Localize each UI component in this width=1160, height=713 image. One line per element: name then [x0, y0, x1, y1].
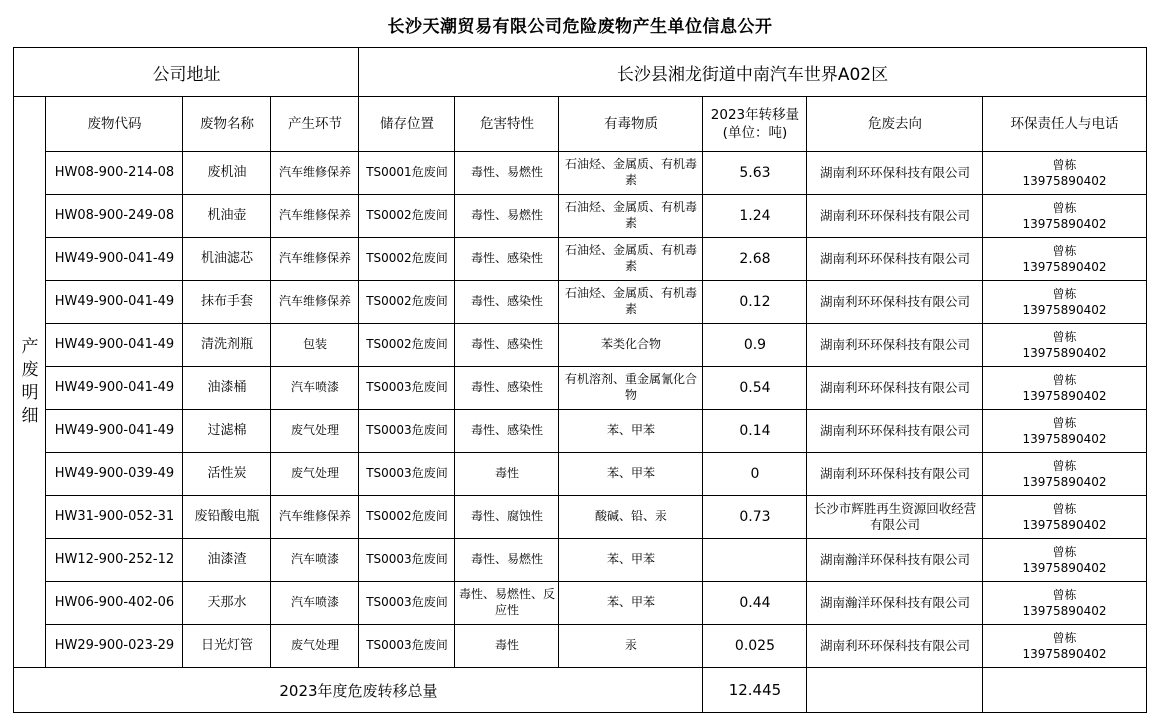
- person-phone: 13975890402: [1022, 303, 1107, 317]
- cell-toxic-substance: 苯、甲苯: [559, 582, 703, 625]
- header-responsible-person: 环保责任人与电话: [983, 97, 1146, 152]
- person-name: 曾栋: [1052, 415, 1077, 430]
- cell-responsible-person: [983, 539, 1146, 582]
- cell-storage-location: TS0002危废间: [359, 324, 455, 367]
- cell-responsible-person: [983, 496, 1146, 539]
- side-label-waste-detail: [14, 97, 46, 668]
- cell-waste-name: 机油壶: [183, 195, 271, 238]
- cell-waste-code: HW49-900-041-49: [46, 324, 183, 367]
- cell-transfer-amount: 5.63: [703, 152, 807, 195]
- cell-stage: 汽车喷漆: [271, 539, 359, 582]
- table-row: [14, 410, 1146, 453]
- cell-waste-name: 活性炭: [183, 453, 271, 496]
- header-transfer-amount-line1: 2023年转移量: [710, 106, 800, 123]
- cell-waste-name: 抹布手套: [183, 281, 271, 324]
- cell-responsible-person: [983, 453, 1146, 496]
- table-row: [14, 582, 1146, 625]
- cell-destination: 湖南利环环保科技有限公司: [807, 152, 983, 195]
- address-label: 公司地址: [14, 48, 359, 97]
- header-toxic-substance: 有毒物质: [559, 97, 703, 152]
- person-name: 曾栋: [1052, 501, 1077, 516]
- cell-transfer-amount: 0.14: [703, 410, 807, 453]
- cell-waste-name: 废机油: [183, 152, 271, 195]
- person-phone: 13975890402: [1022, 518, 1107, 532]
- cell-waste-code: HW08-900-214-08: [46, 152, 183, 195]
- table-row: [14, 367, 1146, 410]
- cell-toxic-substance: 石油烃、金属质、有机毒素: [559, 195, 703, 238]
- cell-destination: 长沙市辉胜再生资源回收经营有限公司: [807, 496, 983, 539]
- cell-stage: 汽车维修保养: [271, 496, 359, 539]
- cell-toxic-substance: 酸碱、铅、汞: [559, 496, 703, 539]
- cell-transfer-amount: 0.44: [703, 582, 807, 625]
- cell-hazard: 毒性、易燃性: [455, 152, 559, 195]
- person-phone: 13975890402: [1022, 604, 1107, 618]
- cell-hazard: 毒性: [455, 625, 559, 668]
- cell-waste-code: HW49-900-041-49: [46, 238, 183, 281]
- cell-responsible-person: [983, 582, 1146, 625]
- cell-toxic-substance: 石油烃、金属质、有机毒素: [559, 152, 703, 195]
- table-row: [14, 496, 1146, 539]
- cell-hazard: 毒性、感染性: [455, 281, 559, 324]
- cell-stage: 废气处理: [271, 625, 359, 668]
- cell-hazard: 毒性、感染性: [455, 410, 559, 453]
- waste-disclosure-table: [13, 47, 1146, 713]
- person-phone: 13975890402: [1022, 475, 1107, 489]
- cell-responsible-person: [983, 281, 1146, 324]
- table-row: [14, 281, 1146, 324]
- cell-storage-location: TS0003危废间: [359, 582, 455, 625]
- cell-waste-code: HW49-900-041-49: [46, 410, 183, 453]
- person-name: 曾栋: [1052, 544, 1077, 559]
- cell-destination: 湖南利环环保科技有限公司: [807, 238, 983, 281]
- cell-storage-location: TS0002危废间: [359, 238, 455, 281]
- cell-toxic-substance: 苯、甲苯: [559, 539, 703, 582]
- header-transfer-amount-line2: (单位：吨): [722, 125, 788, 141]
- cell-destination: 湖南利环环保科技有限公司: [807, 625, 983, 668]
- cell-responsible-person: [983, 324, 1146, 367]
- cell-toxic-substance: 苯、甲苯: [559, 453, 703, 496]
- address-value: 长沙县湘龙街道中南汽车世界A02区: [359, 48, 1146, 97]
- cell-hazard: 毒性: [455, 453, 559, 496]
- cell-waste-code: HW49-900-041-49: [46, 281, 183, 324]
- cell-waste-code: HW49-900-041-49: [46, 367, 183, 410]
- cell-hazard: 毒性、感染性: [455, 324, 559, 367]
- cell-responsible-person: [983, 410, 1146, 453]
- person-name: 曾栋: [1052, 200, 1077, 215]
- cell-transfer-amount: [703, 539, 807, 582]
- header-storage-location: 储存位置: [359, 97, 455, 152]
- total-filler-destination: [807, 668, 983, 713]
- table-row: [14, 625, 1146, 668]
- cell-waste-name: 日光灯管: [183, 625, 271, 668]
- table-row: [14, 539, 1146, 582]
- total-label: 2023年度危废转移总量: [14, 668, 703, 713]
- cell-responsible-person: [983, 367, 1146, 410]
- header-waste-code: 废物代码: [46, 97, 183, 152]
- table-row: [14, 324, 1146, 367]
- total-value: 12.445: [703, 668, 807, 713]
- side-label-char-4: 细: [21, 405, 39, 426]
- table-row: [14, 453, 1146, 496]
- cell-hazard: 毒性、感染性: [455, 367, 559, 410]
- cell-destination: 湖南利环环保科技有限公司: [807, 281, 983, 324]
- person-name: 曾栋: [1052, 329, 1077, 344]
- cell-destination: 湖南利环环保科技有限公司: [807, 410, 983, 453]
- cell-storage-location: TS0003危废间: [359, 410, 455, 453]
- cell-transfer-amount: 0.9: [703, 324, 807, 367]
- column-header-row: [14, 97, 1146, 152]
- header-destination: 危废去向: [807, 97, 983, 152]
- header-waste-name: 废物名称: [183, 97, 271, 152]
- cell-waste-code: HW31-900-052-31: [46, 496, 183, 539]
- person-name: 曾栋: [1052, 286, 1077, 301]
- address-row: [14, 48, 1146, 97]
- cell-storage-location: TS0002危废间: [359, 195, 455, 238]
- cell-storage-location: TS0002危废间: [359, 281, 455, 324]
- cell-stage: 废气处理: [271, 453, 359, 496]
- person-name: 曾栋: [1052, 458, 1077, 473]
- cell-responsible-person: [983, 625, 1146, 668]
- cell-hazard: 毒性、易燃性: [455, 195, 559, 238]
- table-row: [14, 195, 1146, 238]
- cell-transfer-amount: 0.025: [703, 625, 807, 668]
- cell-storage-location: TS0003危废间: [359, 453, 455, 496]
- person-phone: 13975890402: [1022, 389, 1107, 403]
- cell-waste-code: HW12-900-252-12: [46, 539, 183, 582]
- cell-stage: 汽车维修保养: [271, 281, 359, 324]
- cell-transfer-amount: 2.68: [703, 238, 807, 281]
- cell-destination: 湖南瀚洋环保科技有限公司: [807, 539, 983, 582]
- cell-toxic-substance: 汞: [559, 625, 703, 668]
- cell-stage: 废气处理: [271, 410, 359, 453]
- cell-storage-location: TS0002危废间: [359, 496, 455, 539]
- cell-destination: 湖南利环环保科技有限公司: [807, 367, 983, 410]
- cell-waste-name: 油漆桶: [183, 367, 271, 410]
- cell-storage-location: TS0003危废间: [359, 539, 455, 582]
- cell-hazard: 毒性、易燃性、反应性: [455, 582, 559, 625]
- cell-destination: 湖南利环环保科技有限公司: [807, 453, 983, 496]
- cell-transfer-amount: 0.12: [703, 281, 807, 324]
- header-hazard: 危害特性: [455, 97, 559, 152]
- page-title: 长沙天潮贸易有限公司危险废物产生单位信息公开: [387, 17, 773, 37]
- person-phone: 13975890402: [1022, 346, 1107, 360]
- cell-destination: 湖南利环环保科技有限公司: [807, 195, 983, 238]
- person-phone: 13975890402: [1022, 647, 1107, 661]
- person-phone: 13975890402: [1022, 217, 1107, 231]
- cell-waste-name: 机油滤芯: [183, 238, 271, 281]
- cell-hazard: 毒性、腐蚀性: [455, 496, 559, 539]
- cell-storage-location: TS0003危废间: [359, 625, 455, 668]
- person-phone: 13975890402: [1022, 174, 1107, 188]
- cell-responsible-person: [983, 238, 1146, 281]
- cell-stage: 汽车喷漆: [271, 367, 359, 410]
- cell-toxic-substance: 石油烃、金属质、有机毒素: [559, 281, 703, 324]
- cell-transfer-amount: 0: [703, 453, 807, 496]
- side-label-char-2: 废: [21, 360, 39, 381]
- person-phone: 13975890402: [1022, 432, 1107, 446]
- cell-hazard: 毒性、感染性: [455, 238, 559, 281]
- cell-toxic-substance: 苯类化合物: [559, 324, 703, 367]
- cell-waste-name: 油漆渣: [183, 539, 271, 582]
- cell-transfer-amount: 1.24: [703, 195, 807, 238]
- header-stage: 产生环节: [271, 97, 359, 152]
- cell-toxic-substance: 苯、甲苯: [559, 410, 703, 453]
- cell-stage: 汽车维修保养: [271, 238, 359, 281]
- cell-toxic-substance: 有机溶剂、重金属氰化合物: [559, 367, 703, 410]
- header-transfer-amount: [703, 97, 807, 152]
- cell-hazard: 毒性、易燃性: [455, 539, 559, 582]
- cell-storage-location: TS0003危废间: [359, 367, 455, 410]
- person-phone: 13975890402: [1022, 260, 1107, 274]
- cell-waste-code: HW49-900-039-49: [46, 453, 183, 496]
- cell-responsible-person: [983, 152, 1146, 195]
- cell-toxic-substance: 石油烃、金属质、有机毒素: [559, 238, 703, 281]
- table-row: [14, 152, 1146, 195]
- total-row: [14, 668, 1146, 713]
- cell-waste-name: 天那水: [183, 582, 271, 625]
- cell-waste-name: 清洗剂瓶: [183, 324, 271, 367]
- cell-storage-location: TS0001危废间: [359, 152, 455, 195]
- cell-waste-name: 废铅酸电瓶: [183, 496, 271, 539]
- cell-stage: 汽车维修保养: [271, 195, 359, 238]
- cell-waste-code: HW29-900-023-29: [46, 625, 183, 668]
- person-name: 曾栋: [1052, 157, 1077, 172]
- cell-destination: 湖南利环环保科技有限公司: [807, 324, 983, 367]
- total-filler-person: [983, 668, 1146, 713]
- cell-waste-code: HW08-900-249-08: [46, 195, 183, 238]
- person-name: 曾栋: [1052, 372, 1077, 387]
- cell-waste-code: HW06-900-402-06: [46, 582, 183, 625]
- table-row: [14, 238, 1146, 281]
- person-name: 曾栋: [1052, 243, 1077, 258]
- cell-destination: 湖南瀚洋环保科技有限公司: [807, 582, 983, 625]
- cell-stage: 包装: [271, 324, 359, 367]
- cell-stage: 汽车维修保养: [271, 152, 359, 195]
- cell-waste-name: 过滤棉: [183, 410, 271, 453]
- cell-stage: 汽车喷漆: [271, 582, 359, 625]
- person-name: 曾栋: [1052, 630, 1077, 645]
- cell-transfer-amount: 0.73: [703, 496, 807, 539]
- side-label-char-3: 明: [21, 383, 39, 403]
- person-name: 曾栋: [1052, 587, 1077, 602]
- person-phone: 13975890402: [1022, 561, 1107, 575]
- side-label-char-1: 产: [21, 337, 39, 358]
- cell-responsible-person: [983, 195, 1146, 238]
- cell-transfer-amount: 0.54: [703, 367, 807, 410]
